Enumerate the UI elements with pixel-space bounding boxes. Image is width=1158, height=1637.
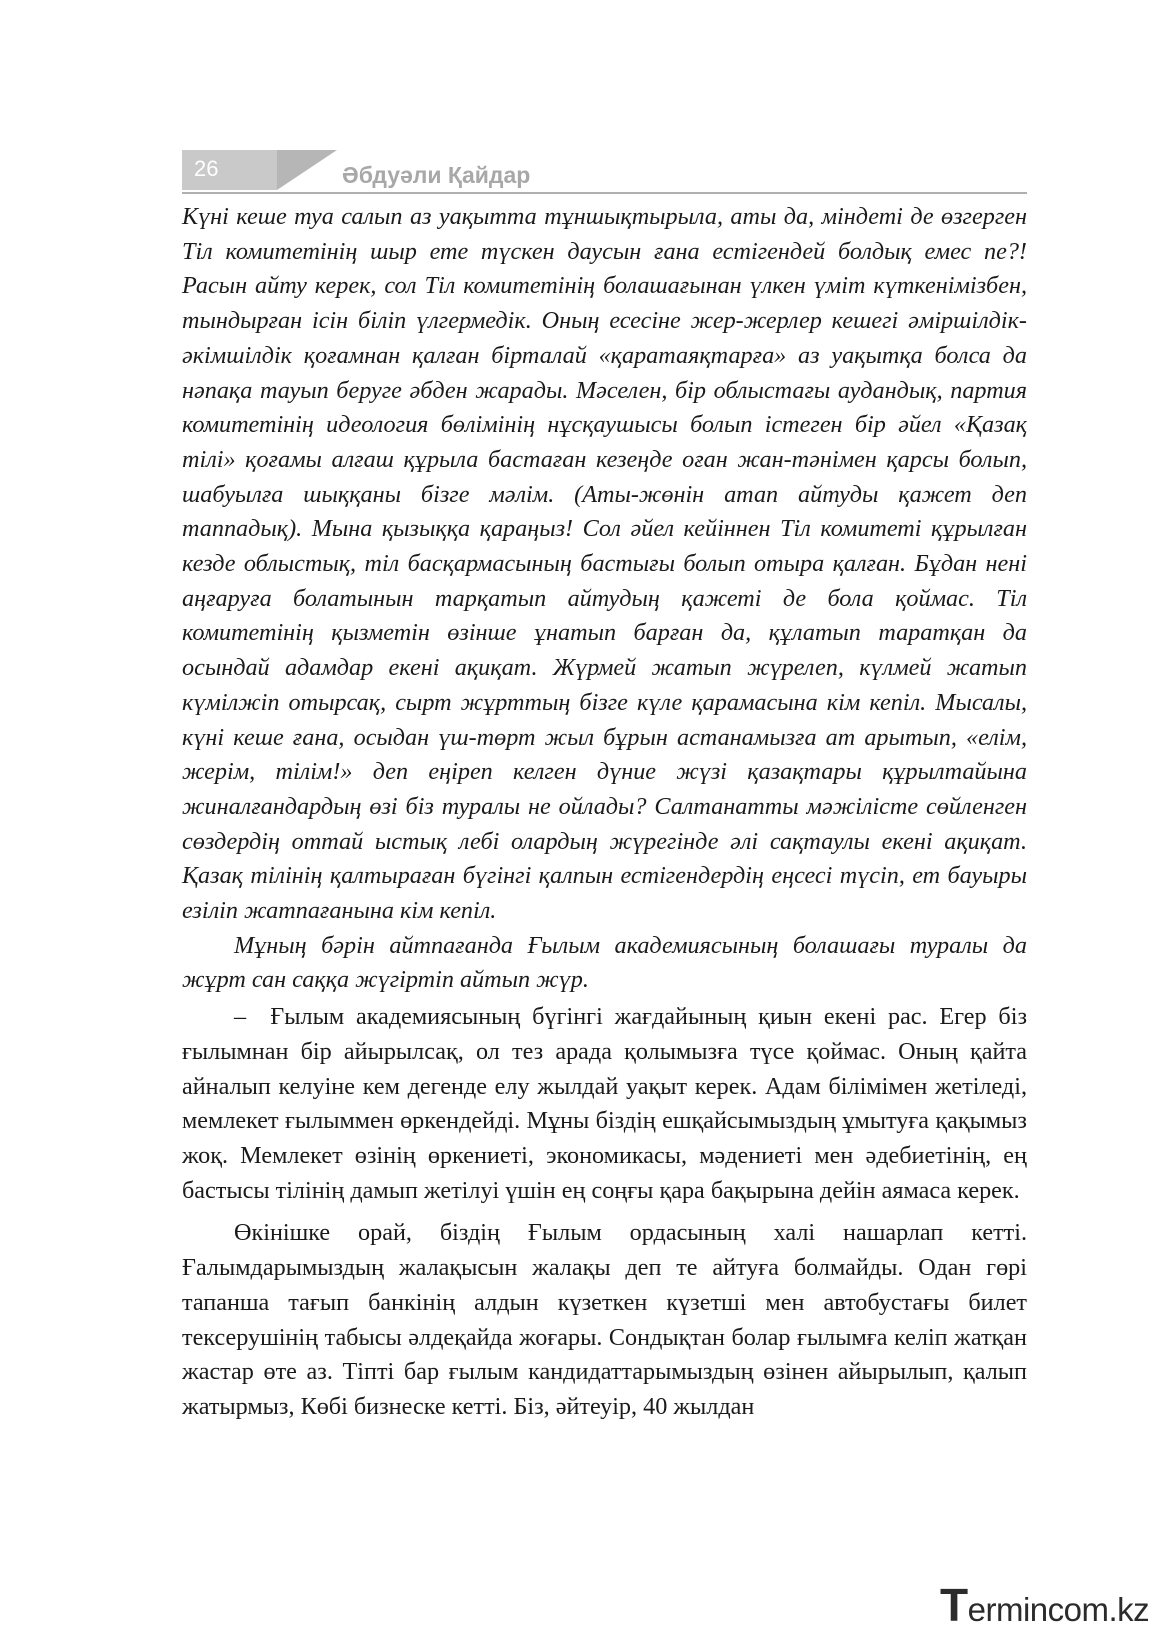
page-number-box (182, 150, 277, 190)
body-text (182, 200, 1027, 1425)
page-number: 26 (194, 156, 219, 181)
paragraph-3: – Ғылым академиясының бүгінгі жағдайының қиын екені рас. Егер біз ғылымнан бір айырылсақ, ол тез арада қолымызға түсе қоймас. Оның қайта айналып келуіне кем дегенде елу жылдай уақыт керек. Адам білімімен жетіледі, мемлекет ғылыммен өркендейді. Мұны біздің ешқайсымыздың ұмытуға қақымыз жоқ. Мемлекет өзінің өркениеті, экономикасы, мәдениеті мен әдебиетінің, ең бастысы тілінің дамып жетілуі үшін ең соңғы қара бақырына дейін аямаса керек. (182, 1003, 1027, 1204)
site-watermark (940, 1578, 1149, 1632)
header-rule (182, 192, 1027, 194)
running-head-author: Әбдуәли Қайдар (342, 162, 531, 188)
watermark-text: ermincom.kz (967, 1591, 1150, 1628)
paragraph-4: Өкінішке орай, біздің Ғылым ордасының халі нашарлап кетті. Ғалымдарымыздың жалақысын жалақы деп те айтуға болмайды. Одан гөрі тапанша тағып банкінің алдын күзеткен күзетші мен автобустағы билет тексерушінің табысы әлдеқайда жоғары. Сондықтан болар ғылымға келіп жатқан жастар өте аз. Тіпті бар ғылым кандидаттарымыздың өзінен айырылып, қалып жатырмыз, Көбі бизнеске кетті. Біз, әйтеуір, 40 жылдан (182, 1219, 1027, 1420)
page-header (182, 150, 1027, 196)
paragraph-1: Күні кеше туа салып аз уақытта тұншықтырыла, аты да, міндеті де өзгерген Тіл комитетінің шыр ете түскен даусын ғана естігендей болдық емес пе?! Расын айту керек, сол Тіл комитетінің болашағынан үлкен үміт күткенімізбен, тындырған ісін біліп үлгермедік. Оның есесіне жер-жерлер кешегі әміршілдік-әкімшілдік қоғамнан қалған бірталай «қаратаяқтарға» аз уақытқа болса да нәпақа тауып беруге әбден жарады. Мәселен, бір облыстағы аудандық, партия комитетінің идеология бөлімінің нұсқаушысы болып істеген бір әйел «Қазақ тілі» қоғамы алғаш құрыла бастаған кезеңде оған жан-тәнімен қарсы болып, шабуылға шыққаны бізге мәлім. (Аты-жөнін атап айтуды қажет деп таппадық). Мына қызыққа қараңыз! Сол әйел кейіннен Тіл комитеті құрылған кезде облыстық, тіл басқармасының бастығы болып отыра қалған. Бұдан нені аңғаруға болатынын тарқатып айтудың қажеті де бола қоймас. Тіл комитетінің қызметін өзінше ұнатып барған да, құлатып таратқан да осындай адамдар екені ақиқат. Жүрмей жатып жүрелеп, күлмей жатып күмілжіп отырсақ, сырт жұрттың бізге күле қарамасына кім кепіл. Мысалы, күні кеше ғана, осыдан үш-төрт жыл бұрын астанамызға ат арытып, «елім, жерім, тілім!» деп еңіреп келген дүние жүзі қазақтары құрылтайына жиналғандардың өзі біз туралы не ойлады? Салтанатты мәжілісте сөйленген сөздердің оттай ыстық лебі олардың жүрегінде әлі сақтаулы екені ақиқат. Қазақ тілінің қалтыраған бүгінгі қалпын естігендердің еңсесі түсіп, ет бауыры езіліп жатпағанына кім кепіл. (182, 203, 1027, 925)
watermark-initial: T (940, 1579, 968, 1631)
paragraph-2: Мұның бәрін айтпағанда Ғылым академиясының болашағы туралы да жұрт сан саққа жүгіртіп айтып жүр. (182, 931, 1027, 994)
header-wedge-decoration (277, 150, 337, 190)
